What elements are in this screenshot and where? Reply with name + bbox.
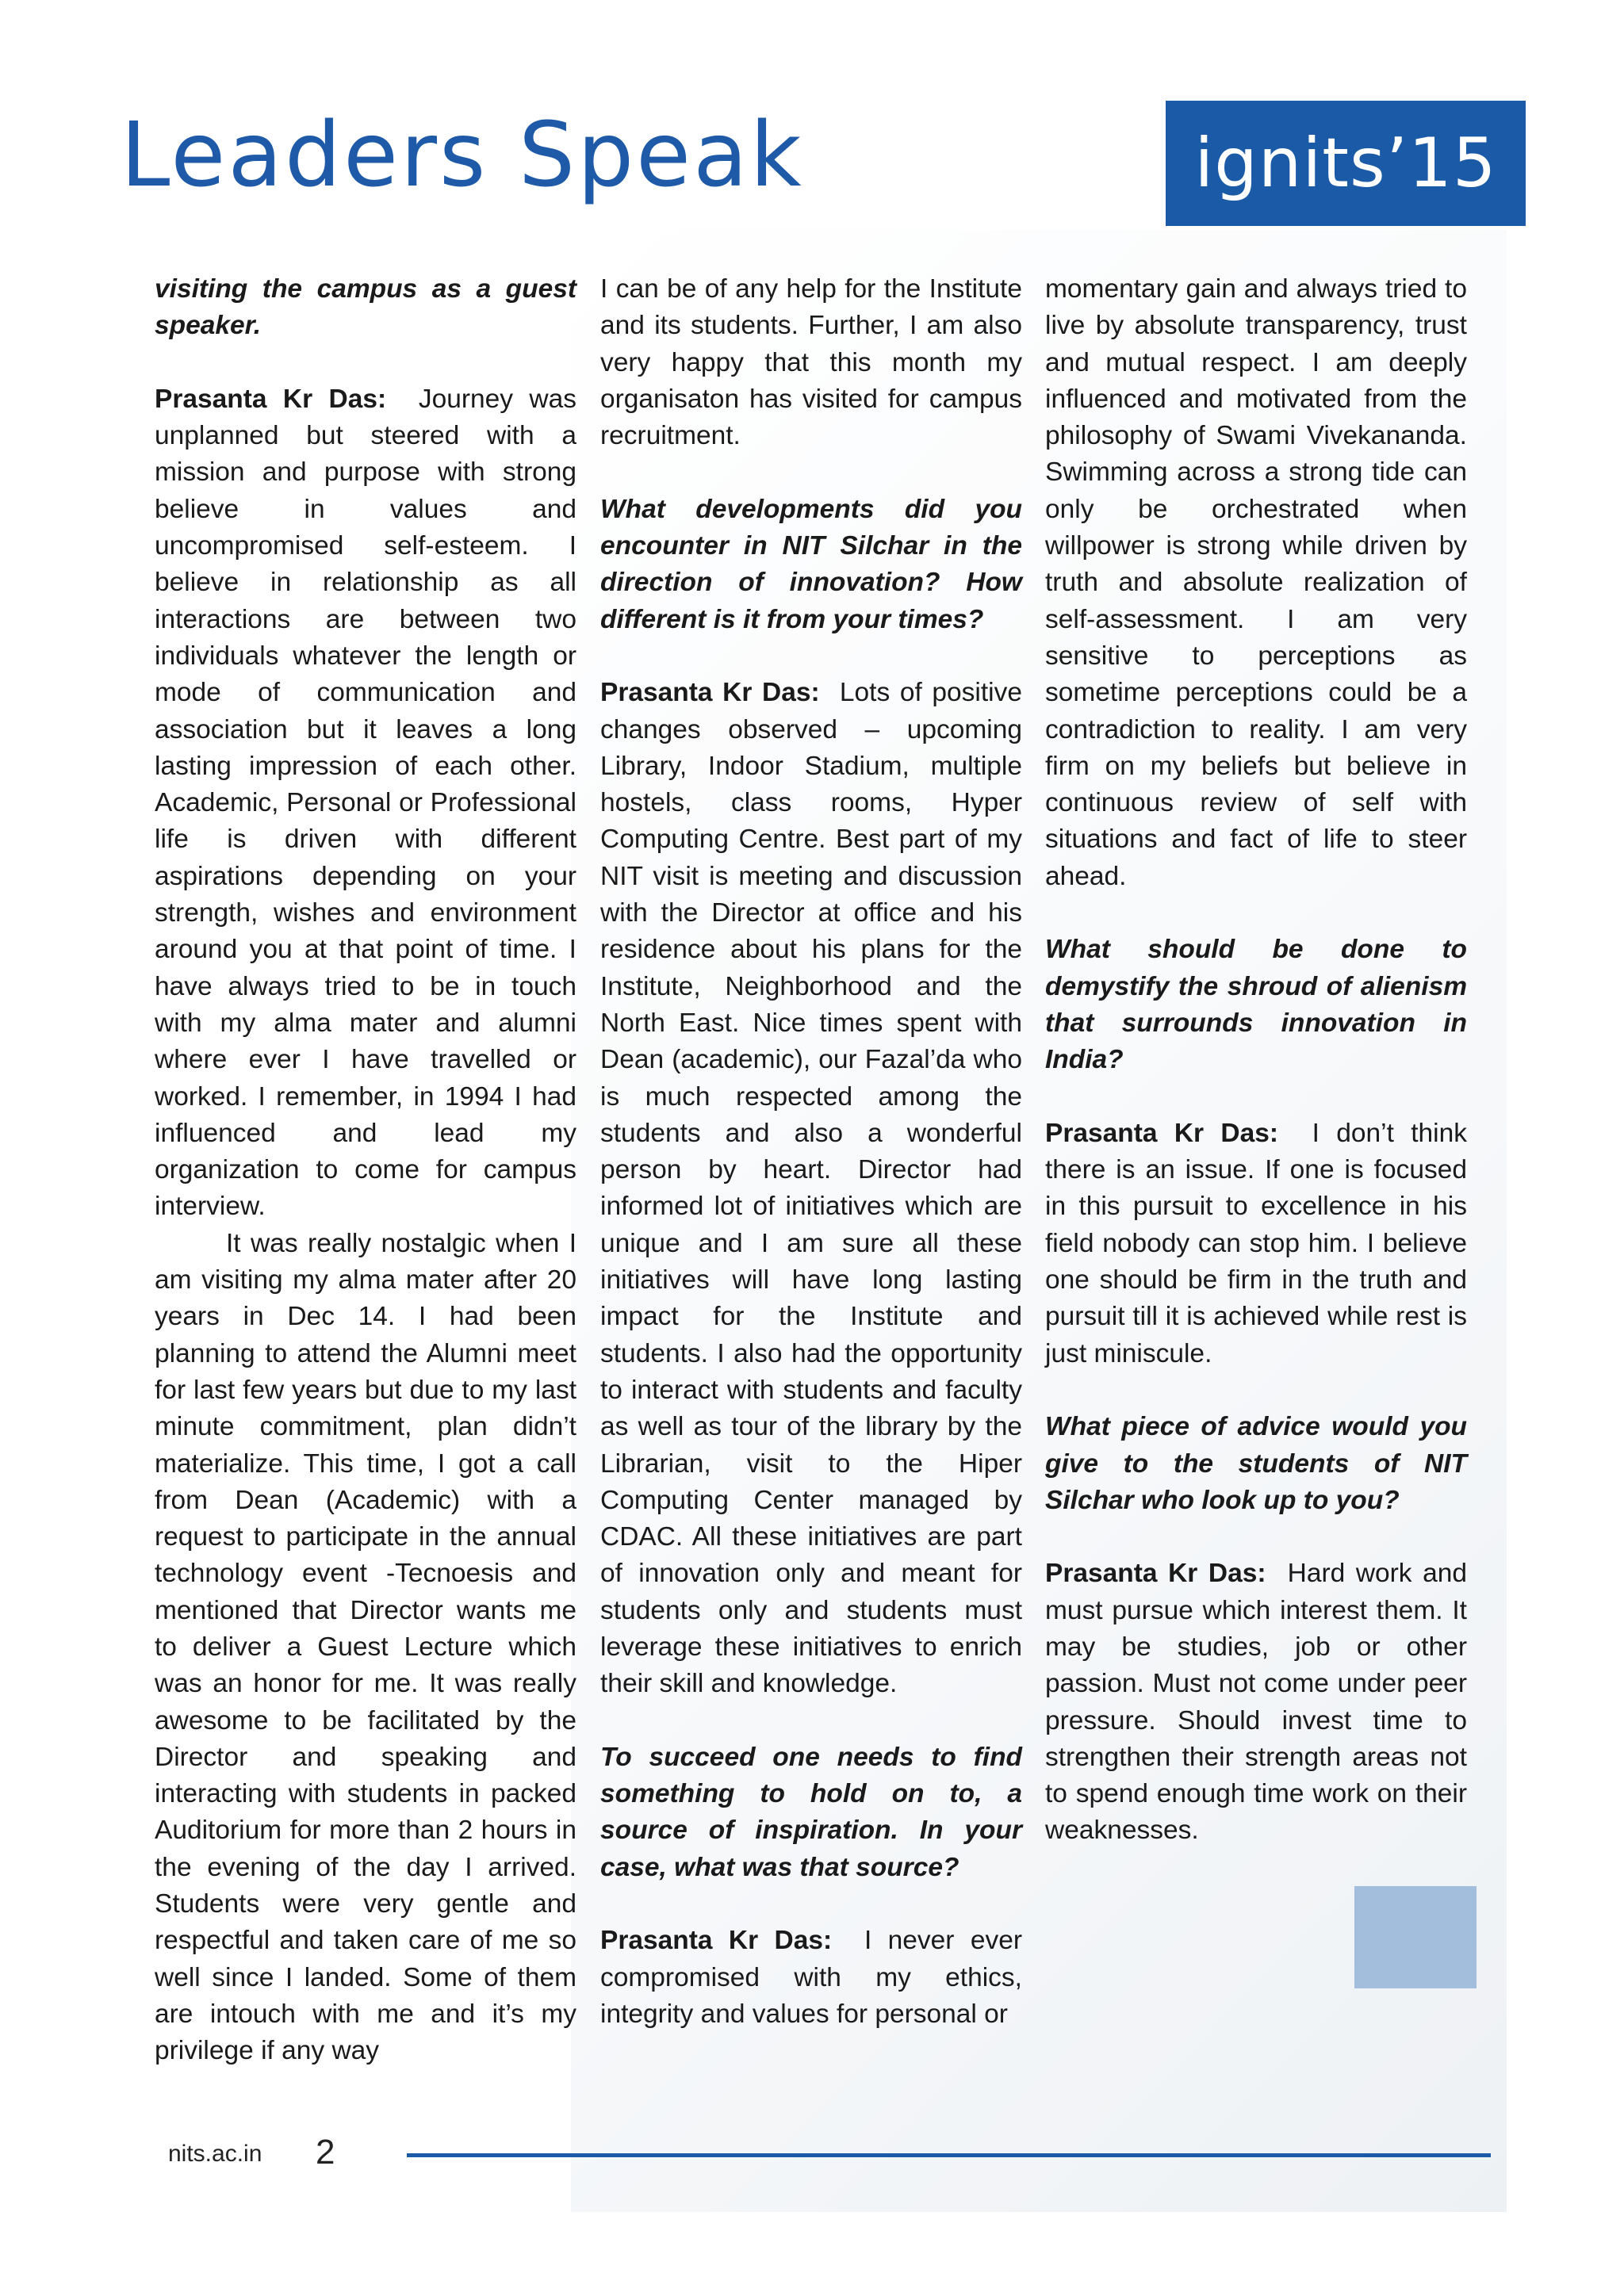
interview-question: To succeed one needs to find something to hold on to, a source of inspiration. In your case, what was that source?	[600, 1742, 1022, 1882]
footer-divider	[407, 2153, 1491, 2157]
interview-question: What developments did you encounter in NIT Silchar in the direction of innovation? How different is it from your times?	[600, 494, 1022, 634]
section-title: Leaders Speak	[121, 104, 804, 207]
footer-website: nits.ac.in	[168, 2141, 262, 2167]
answer-text: I never ever compromised with my ethics, integrity and values for personal or	[600, 1926, 1023, 2029]
issue-badge: ignits’15	[1166, 101, 1526, 226]
interview-question: What piece of advice would you give to the students of NIT Silchar who look up to you?	[1045, 1412, 1467, 1515]
article-column-1	[155, 271, 576, 2070]
speaker-label: Prasanta Kr Das:	[1045, 1559, 1266, 1589]
answer-paragraph	[1045, 1115, 1467, 1372]
body-paragraph: I can be of any help for the Institute and its students. Further, I am also very happy that this month my organisaton has visited for campus recruitment.	[600, 274, 1022, 451]
article-column-3	[1045, 271, 1467, 1850]
speaker-label: Prasanta Kr Das:	[600, 678, 820, 708]
answer-text: I don’t think there is an issue. If one is focused in this pursuit to excellence in his field nobody can stop him. I believe one should be firm in the truth and pursuit till it is achieved while rest is just miniscule.	[1045, 1118, 1468, 1368]
speaker-label: Prasanta Kr Das:	[155, 384, 387, 414]
body-paragraph: It was really nostalgic when I am visiting my alma mater after 20 years in Dec 14. I had been planning to attend the Alumni meet for last few years but due to my last minute commitment, plan didn’t materialize. This time, I got a call from Dean (Academic) with a request to participate in the annual technology event -Tecnoesis and mentioned that Director wants me to deliver a Guest Lecture which was an honor for me. It was really awesome to be facilitated by the Director and speaking and interacting with students in packed Auditorium for more than 2 hours in the evening of the day I arrived. Students were very gentle and respectful and taken care of me so well since I landed. Some of them are intouch with me and it’s my privilege if any way	[155, 1228, 576, 2066]
speaker-label: Prasanta Kr Das:	[600, 1926, 833, 1956]
answer-text: Journey was unplanned but steered with a mission and purpose with strong believe in values and uncompromised self-esteem. I believe in relationship as all interactions are between two individuals whatever the length or mode of communication and association but it leaves a long lasting impression of each other. Academic, Personal or Professional life is driven with different aspirations depending on your strength, wishes and environment around you at that point of time. I have always tried to be in touch with my alma mater and alumni where ever I have travelled or worked. I remember, in 1994 I had influenced and lead my organization to come for campus interview.	[155, 384, 577, 1222]
answer-paragraph	[155, 381, 576, 1226]
answer-text: Lots of positive changes observed – upcoming Library, Indoor Stadium, multiple hostels, class rooms, Hyper Computing Centre. Best part of my NIT visit is meeting and discussion with the Director at office and his residence about his plans for the Institute, Neighborhood and the North East. Nice times spent with Dean (academic), our Fazal’da who is much respected among the students and also a wonderful person by heart. Director had informed lot of initiatives which are unique and I am sure all these initiatives will have long lasting impact for the Institute and students. I also had the opportunity to interact with students and faculty as well as tour of the library by the Librarian, visit to the Hiper Computing Center managed by CDAC. All these initiatives are part of innovation only and meant for students only and students must leverage these initiatives to enrich their skill and knowledge.	[600, 678, 1022, 1699]
body-paragraph: momentary gain and always tried to live by absolute transparency, trust and mutual respect. I am deeply influenced and motivated from the philosophy of Swami Vivekananda. Swimming across a strong tide can only be orchestrated when willpower is strong while driven by truth and absolute realization of self-assessment. I am very sensitive to perceptions as sometime perceptions could be a contradiction to reality. I am very firm on my beliefs but believe in continuous review of self with situations and fact of life to steer ahead.	[1045, 274, 1467, 891]
speaker-label: Prasanta Kr Das:	[1045, 1118, 1279, 1148]
question-continued: visiting the campus as a guest speaker.	[155, 274, 576, 341]
answer-paragraph	[1045, 1556, 1467, 1849]
answer-paragraph	[600, 1923, 1022, 2033]
decorative-square	[1354, 1886, 1477, 1988]
answer-text: Hard work and must pursue which interest them. It may be studies, job or other passion. Must not come under peer pressure. Should invest time to strengthen their strength areas not to spend enough time work on their weaknesses.	[1045, 1559, 1467, 1846]
article-column-2	[600, 271, 1022, 2033]
interview-question: What should be done to demystify the shroud of alienism that surrounds innovation in India?	[1045, 935, 1467, 1075]
answer-paragraph	[600, 675, 1022, 1702]
page-number: 2	[316, 2133, 335, 2172]
